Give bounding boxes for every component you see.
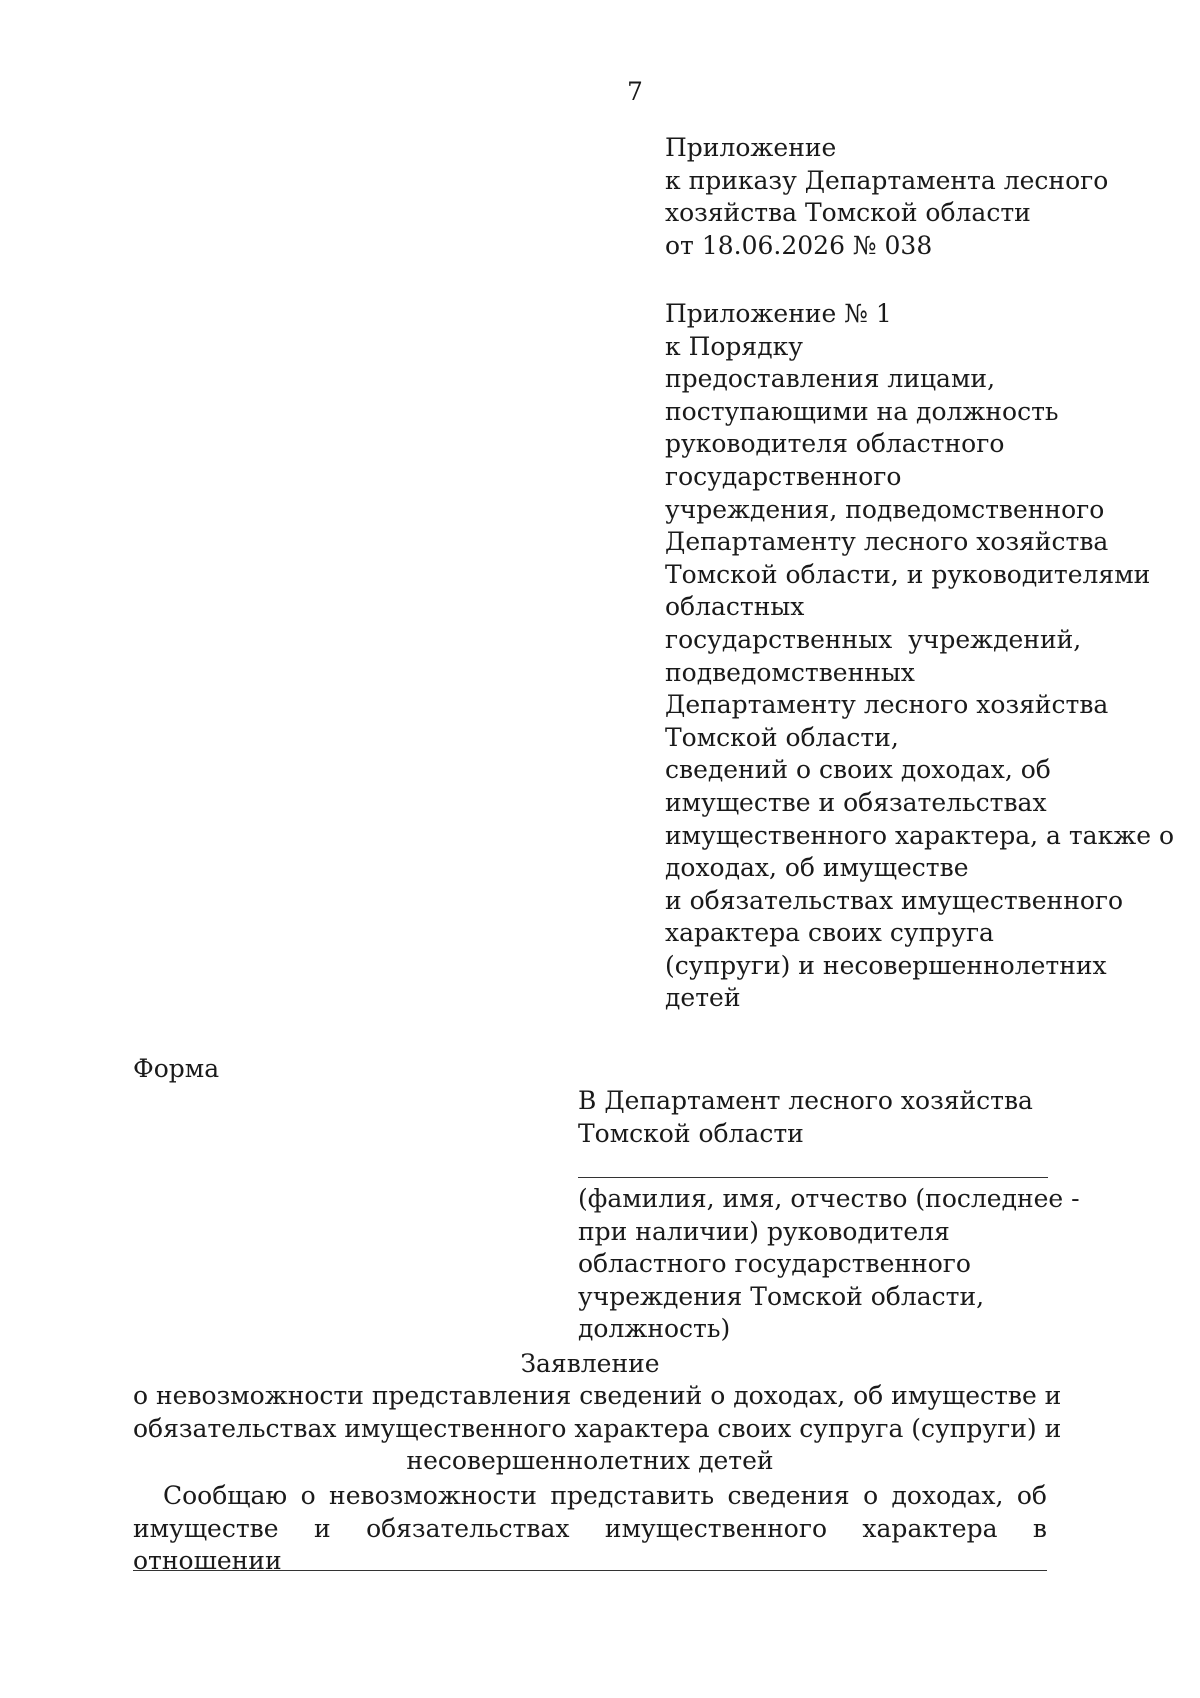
procedure-appendix-line: учреждения, подведомственного	[665, 494, 1105, 524]
order-appendix-line: от 18.06.2026 № 038	[665, 230, 933, 260]
addressee-line: Томской области	[578, 1118, 804, 1148]
procedure-appendix-line: Томской области, и руководителями	[665, 559, 1151, 589]
procedure-appendix-line: областных	[665, 592, 805, 622]
name-caption	[578, 1183, 1080, 1346]
procedure-appendix-line: предоставления лицами,	[665, 364, 996, 394]
procedure-appendix-line: сведений о своих доходах, об	[665, 755, 1051, 785]
procedure-appendix-line: имущественного характера, а также о	[665, 820, 1174, 850]
procedure-appendix-line: Департаменту лесного хозяйства	[665, 527, 1109, 557]
procedure-appendix-line: подведомственных	[665, 657, 915, 687]
procedure-appendix-line: к Порядку	[665, 331, 803, 361]
procedure-appendix-header	[665, 298, 1174, 1015]
procedure-appendix-line: Томской области,	[665, 722, 899, 752]
procedure-appendix-line: Приложение № 1	[665, 299, 892, 328]
statement-subtitle-line: о невозможности представления сведений о доходах, об имуществе и	[133, 1381, 1062, 1410]
statement-body-line: имуществе и обязательствах имущественного характера в отношении	[133, 1513, 1047, 1576]
procedure-appendix-line: доходах, об имуществе	[665, 853, 969, 883]
procedure-appendix-line: государственных учреждений,	[665, 624, 1082, 654]
order-appendix-line: Приложение	[665, 133, 837, 162]
addressee-line: В Департамент лесного хозяйства	[578, 1086, 1033, 1115]
procedure-appendix-line: имуществе и обязательствах	[665, 787, 1047, 817]
statement-title: Заявление	[520, 1349, 660, 1378]
procedure-appendix-line: (супруги) и несовершеннолетних	[665, 950, 1107, 980]
procedure-appendix-line: и обязательствах имущественного	[665, 885, 1124, 915]
procedure-appendix-line: характера своих супруга	[665, 918, 994, 948]
statement-body-line: Сообщаю о невозможности представить сведения о доходах, об	[163, 1481, 1047, 1510]
name-fill-in-line	[578, 1177, 1048, 1178]
statement-subtitle-line: обязательствах имущественного характера своих супруга (супруги) и	[133, 1413, 1062, 1443]
statement-subtitle	[133, 1380, 1062, 1478]
name-caption-line: областного государственного	[578, 1249, 971, 1279]
statement-subtitle-line: несовершеннолетних детей	[406, 1446, 774, 1476]
order-appendix-line: хозяйства Томской области	[665, 198, 1031, 228]
procedure-appendix-line: Департаменту лесного хозяйства	[665, 690, 1109, 720]
name-caption-line: (фамилия, имя, отчество (последнее -	[578, 1184, 1080, 1213]
order-appendix-header	[665, 132, 1108, 262]
procedure-appendix-line: государственного	[665, 461, 902, 491]
addressee-block	[578, 1085, 1033, 1150]
form-label: Форма	[133, 1054, 220, 1083]
name-caption-line: должность)	[578, 1314, 731, 1344]
procedure-appendix-line: детей	[665, 983, 741, 1013]
name-caption-line: при наличии) руководителя	[578, 1216, 950, 1246]
page-number: 7	[627, 77, 643, 106]
name-caption-line: учреждения Томской области,	[578, 1281, 985, 1311]
procedure-appendix-line: руководителя областного	[665, 429, 1005, 459]
order-appendix-line: к приказу Департамента лесного	[665, 165, 1109, 195]
statement-body	[133, 1480, 1047, 1578]
fill-in-line	[133, 1570, 1047, 1571]
procedure-appendix-line: поступающими на должность	[665, 396, 1059, 426]
